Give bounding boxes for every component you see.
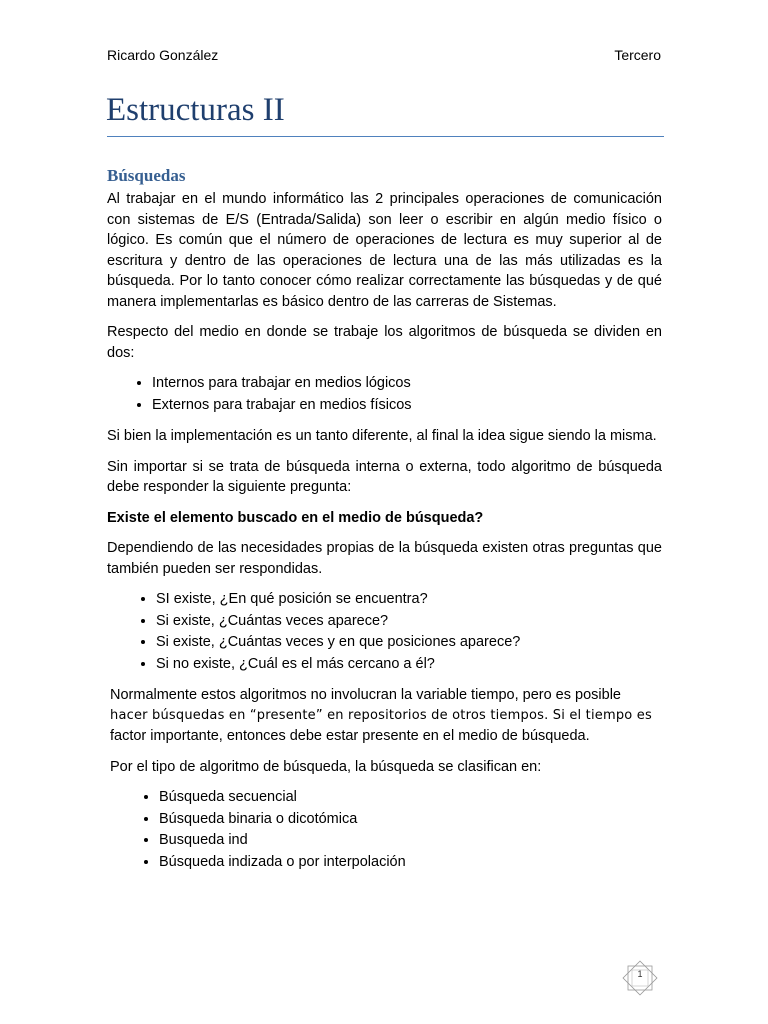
paragraph-implementation: Si bien la implementación es un tanto diferente, al final la idea sigue siendo la misma. — [107, 428, 657, 444]
paragraph-time-block — [110, 685, 662, 747]
header-author: Ricardo González — [107, 47, 219, 63]
paragraph-intro: Al trabajar en el mundo informático las 2 principales operaciones de comunicación con sistemas de E/S (Entrada/Salida) son leer o escribir en algún medio físico o lógico. Es común que el número de operaciones de lectura es muy superior al de escritura y dentro de las operaciones de lectura una de las más utilizadas es la búsqueda. Por lo tanto conocer cómo realizar correctamente las búsquedas y de qué manera implementarlas es básico dentro de las carreras de Sistemas. — [107, 191, 662, 310]
list-item: • Búsqueda secuencial — [159, 787, 662, 809]
paragraph-time-line3: factor importante, entonces debe estar presente en el medio de búsqueda. — [110, 728, 590, 744]
list-item: • Si existe, ¿Cuántas veces y en que posiciones aparece? — [156, 632, 662, 654]
paragraph-time-line2: hacer búsquedas en “presente” en repositorios de otros tiempos. Si el tiempo es — [110, 707, 652, 723]
list-item: • Si no existe, ¿Cuál es el más cercano a él? — [156, 654, 662, 676]
list-item: • Búsqueda binaria o dicotómica — [159, 809, 662, 831]
page-title: Estructuras II — [106, 92, 285, 128]
list-item: • Internos para trabajar en medios lógicos — [152, 373, 662, 395]
paragraph-other-questions: Dependiendo de las necesidades propias de la búsqueda existen otras preguntas que también pueden ser respondidas. — [107, 540, 662, 577]
list-item: • Búsqueda indizada o por interpolación — [159, 852, 662, 874]
list-search-types — [107, 787, 662, 873]
paragraph-types-intro: Por el tipo de algoritmo de búsqueda, la búsqueda se clasifican en: — [110, 758, 542, 775]
page-number: 1 — [637, 969, 643, 979]
list-item: • Externos para trabajar en medios físicos — [152, 395, 662, 417]
header-grade: Tercero — [614, 47, 661, 63]
paragraph-media: Respecto del medio en donde se trabaje los algoritmos de búsqueda se dividen en dos: — [107, 324, 662, 361]
list-questions — [107, 589, 662, 675]
list-media — [107, 373, 662, 416]
paragraph-time-line1: Normalmente estos algoritmos no involucran la variable tiempo, pero es posible — [110, 687, 621, 703]
document-body — [107, 166, 662, 883]
list-item: • Busqueda ind — [159, 830, 662, 852]
list-item: • SI existe, ¿En qué posición se encuentra? — [156, 589, 662, 611]
section-heading: Búsquedas — [107, 166, 186, 185]
key-question: Existe el elemento buscado en el medio de búsqueda? — [107, 509, 484, 526]
list-item: • Si existe, ¿Cuántas veces aparece? — [156, 611, 662, 633]
title-underline — [107, 136, 664, 137]
paragraph-question-intro: Sin importar si se trata de búsqueda interna o externa, todo algoritmo de búsqueda debe responder la siguiente pregunta: — [107, 458, 662, 495]
